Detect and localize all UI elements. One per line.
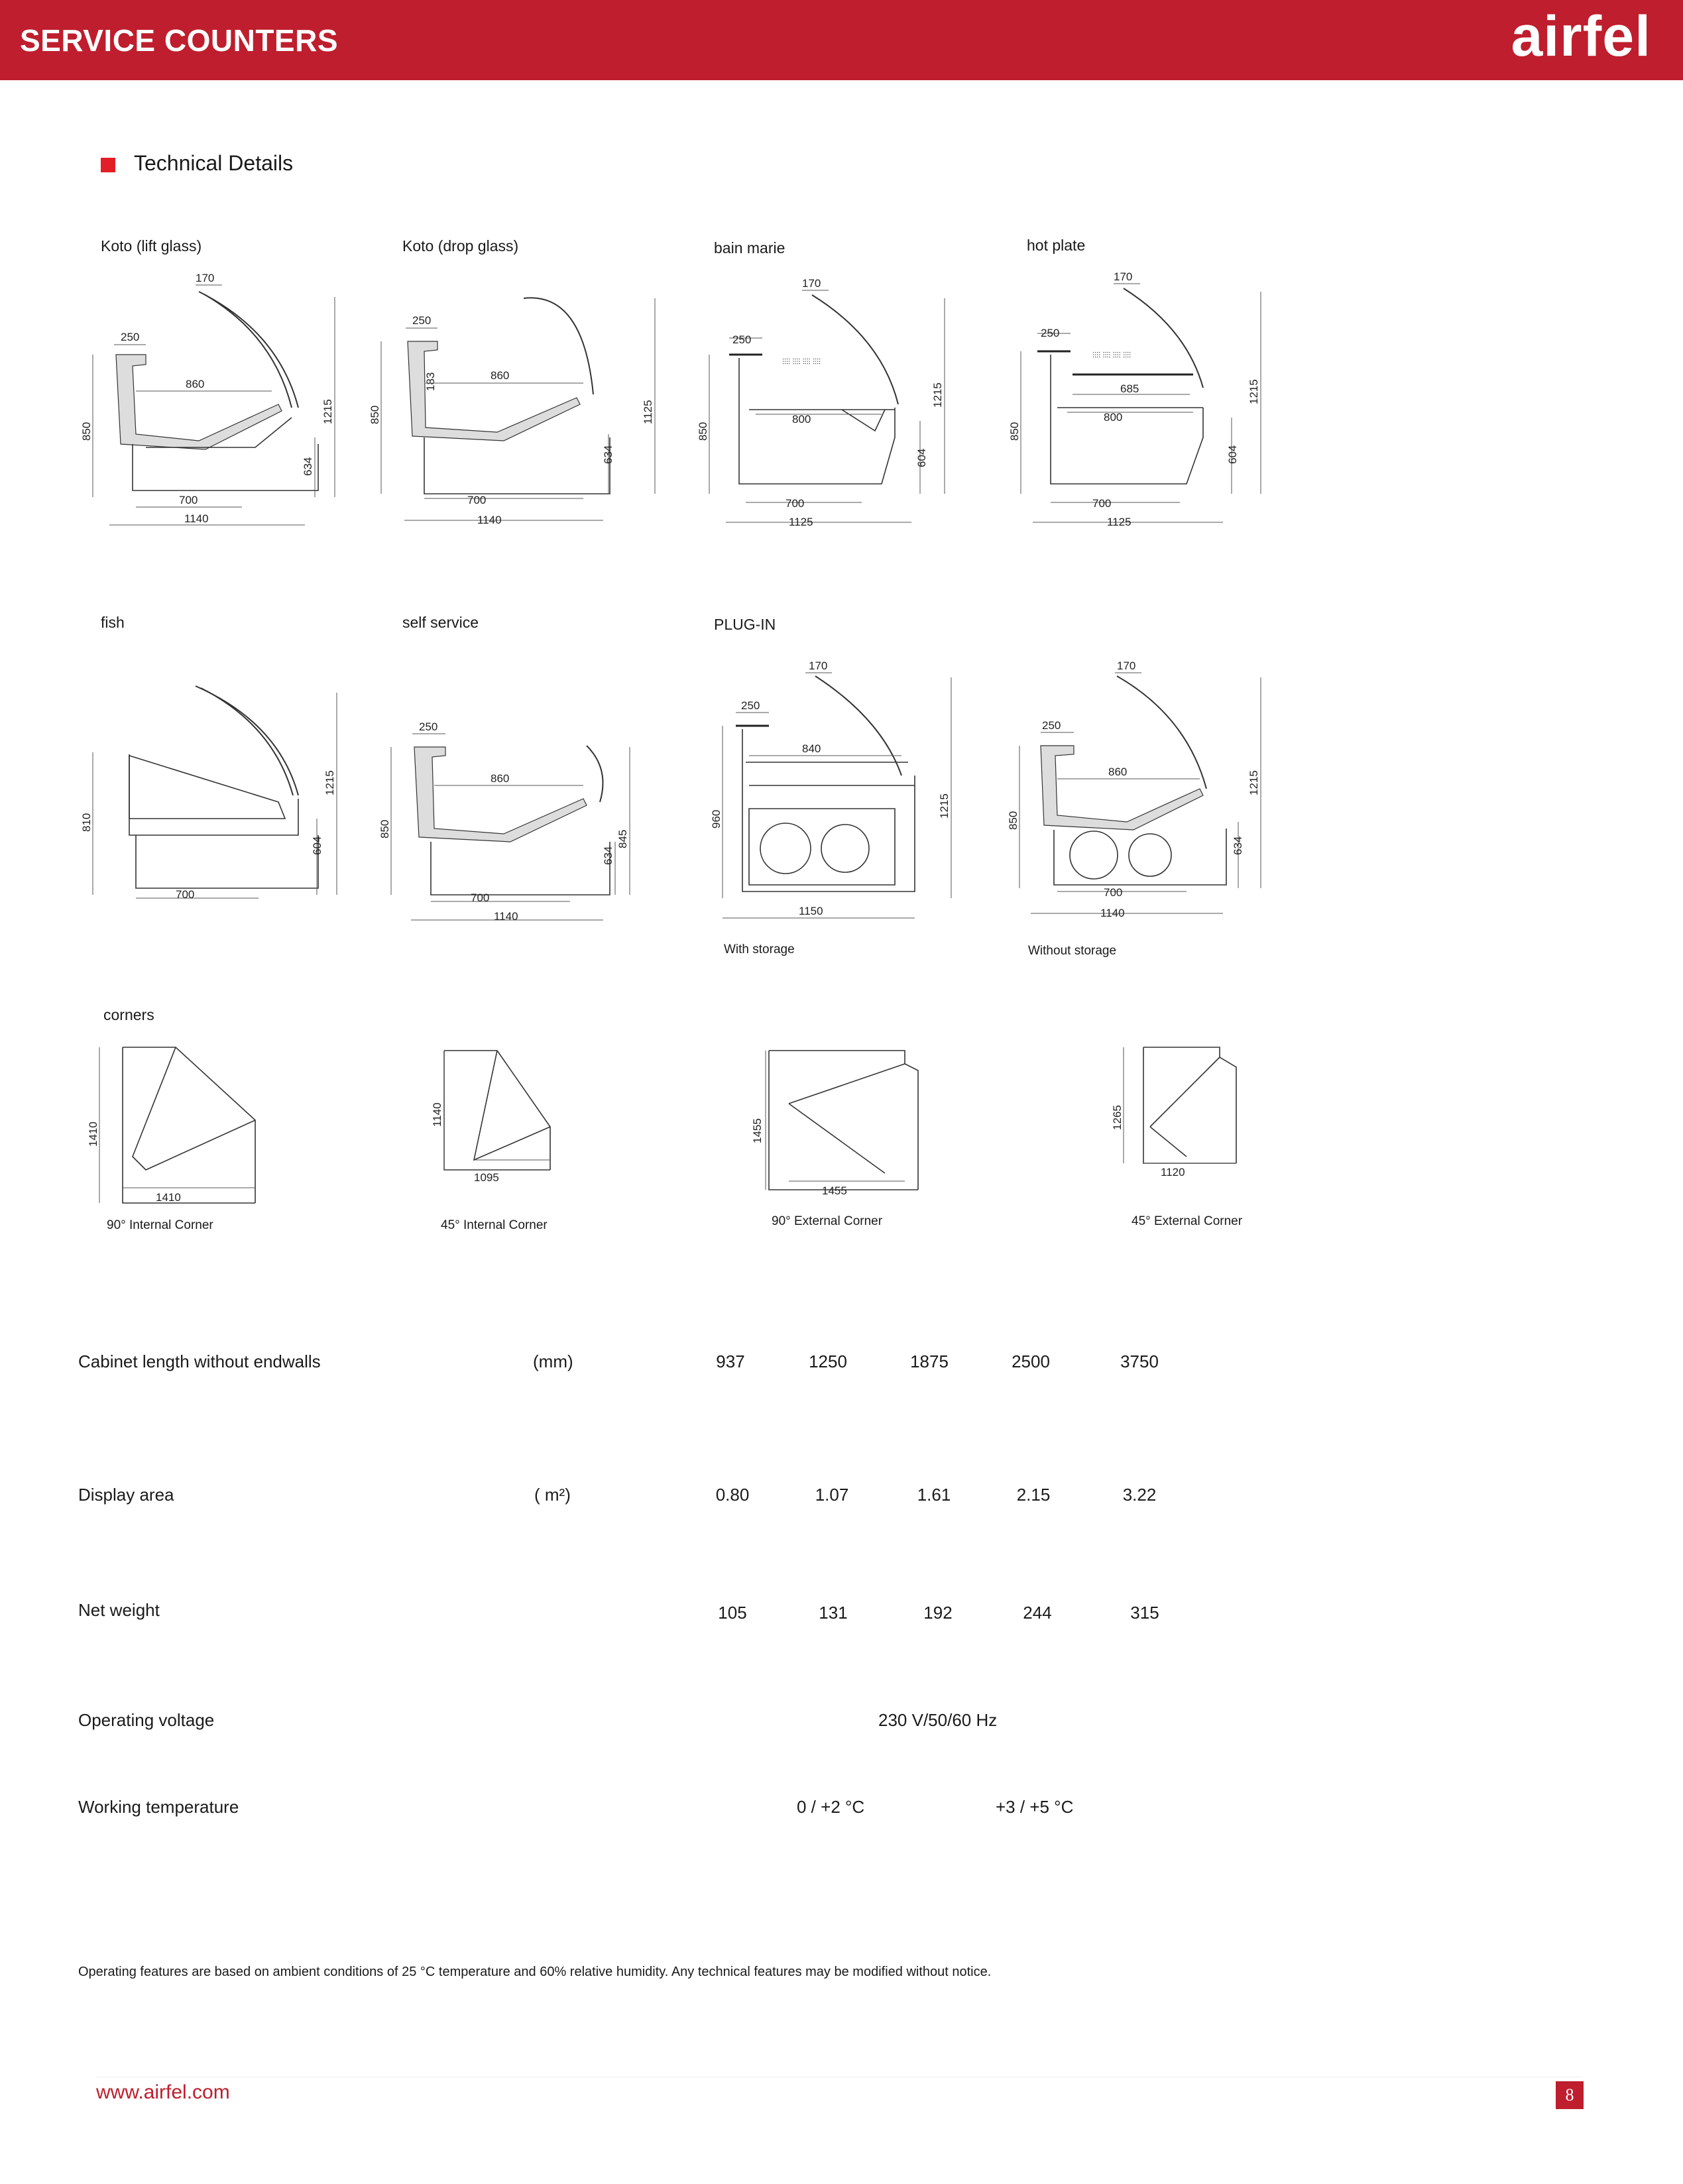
dim-label: 1140	[431, 1102, 443, 1127]
dim-label: 604	[915, 448, 928, 467]
caption-corner-45-internal: 45° Internal Corner	[441, 1218, 548, 1232]
dim-label: 1095	[474, 1171, 499, 1184]
dim-label: 1215	[931, 382, 944, 408]
dim-label: 170	[809, 660, 828, 672]
spec-value: 0.80	[715, 1485, 750, 1505]
spec-label-area: Display area	[78, 1485, 174, 1505]
dim-label: 850	[697, 422, 709, 441]
spec-value: 131	[819, 1603, 848, 1623]
bullet-square-icon	[101, 158, 115, 172]
dim-label: 700	[467, 494, 487, 506]
dim-label: 1120	[1161, 1166, 1185, 1178]
spec-value-voltage: 230 V/50/60 Hz	[878, 1710, 998, 1730]
dim-label: 1215	[938, 793, 951, 819]
dim-label: 800	[1104, 411, 1123, 424]
dim-label: 634	[1232, 836, 1244, 855]
dim-label: 700	[176, 888, 195, 901]
dim-label: 860	[186, 378, 205, 390]
spec-value-temperature: 0 / +2 °C	[797, 1797, 865, 1817]
caption-corner-45-external: 45° External Corner	[1132, 1214, 1243, 1228]
spec-label-temperature: Working temperature	[78, 1797, 239, 1817]
footnote: Operating features are based on ambient conditions of 25 °C temperature and 60% relative humidity. Any technical features may be modified without notice.	[78, 1965, 992, 1979]
dim-label: 634	[602, 445, 614, 464]
dim-label: 800	[792, 413, 811, 426]
dim-label: 860	[491, 772, 510, 785]
airfel-logo: airfel	[1511, 5, 1651, 68]
dim-label: 1215	[321, 399, 334, 424]
dim-label: 170	[802, 277, 821, 290]
diagram-title-fish: fish	[101, 614, 125, 631]
caption-corner-90-internal: 90° Internal Corner	[107, 1218, 213, 1232]
spec-value: 3.22	[1122, 1485, 1157, 1505]
spec-value: 1.61	[917, 1485, 951, 1505]
dim-label: 250	[121, 331, 140, 343]
dim-label: 1140	[184, 512, 209, 525]
dim-label: 170	[1114, 270, 1133, 283]
dim-label: 850	[1008, 422, 1021, 441]
spec-value: 315	[1130, 1603, 1159, 1623]
dim-label: 1215	[1248, 379, 1260, 404]
corner-90-external	[742, 1041, 928, 1206]
spec-value: 244	[1023, 1603, 1052, 1623]
dim-label: 700	[1104, 886, 1123, 899]
dim-label: 960	[710, 809, 723, 829]
diagram-fish	[80, 669, 358, 915]
diagram-title-koto-lift: Koto (lift glass)	[101, 237, 202, 255]
dim-label: 700	[1092, 497, 1112, 510]
dim-label: 1150	[799, 905, 823, 917]
spec-value: 1250	[809, 1351, 847, 1371]
diagram-koto-lift	[80, 265, 358, 537]
dim-label: 250	[419, 720, 438, 733]
dim-label: 700	[785, 497, 805, 510]
corner-45-internal	[424, 1041, 570, 1206]
dim-label: 850	[1007, 811, 1019, 830]
dim-label: 1140	[1100, 907, 1125, 919]
page-header	[0, 0, 1683, 80]
corners-title: corners	[103, 1006, 154, 1023]
spec-value: 2500	[1012, 1351, 1050, 1371]
dim-label: 604	[1226, 445, 1239, 464]
dim-label: 1215	[323, 770, 336, 795]
dim-label: 1125	[789, 516, 813, 528]
heat-marks: ⫶⫶⫶⫶ ⫶⫶⫶⫶ ⫶⫶⫶⫶ ⫶⫶⫶⫶	[1092, 351, 1132, 360]
dim-label: 1410	[87, 1121, 99, 1147]
spec-label-length: Cabinet length without endwalls	[78, 1351, 321, 1371]
dim-label: 850	[378, 819, 391, 838]
dim-label: 840	[802, 742, 821, 755]
dim-label: 250	[741, 699, 760, 712]
spec-unit-length: (mm)	[533, 1351, 573, 1371]
diagram-self-service	[371, 709, 663, 928]
corner-45-external	[1104, 1041, 1249, 1193]
diagram-koto-drop	[365, 265, 663, 537]
dim-label: 850	[369, 405, 381, 424]
dim-label: 1215	[1248, 770, 1260, 795]
diagram-title-hot-plate: hot plate	[1027, 237, 1086, 254]
dim-label: 810	[80, 813, 93, 832]
dim-label: 250	[732, 333, 752, 346]
dim-label: 1410	[156, 1191, 181, 1204]
spec-unit-area: ( m²)	[534, 1485, 571, 1505]
spec-value: 1.07	[815, 1485, 849, 1505]
dim-label: 1455	[751, 1118, 764, 1143]
diagram-title-plug-in: PLUG-IN	[714, 616, 776, 633]
diagram-bain-marie	[683, 265, 968, 537]
spec-label-voltage: Operating voltage	[78, 1710, 215, 1730]
dim-label: 700	[471, 891, 490, 904]
dim-label: 250	[412, 314, 432, 327]
diagram-title-bain-marie: bain marie	[714, 239, 785, 257]
corner-90-internal	[80, 1041, 265, 1220]
dim-label: 604	[311, 836, 323, 855]
diagram-title-koto-drop: Koto (drop glass)	[402, 237, 519, 255]
dim-label: 1140	[477, 514, 502, 526]
dim-label: 860	[491, 369, 510, 382]
dim-label: 685	[1120, 382, 1139, 395]
dim-label: 250	[1041, 327, 1060, 339]
dim-label: 1140	[494, 910, 518, 923]
caption-with-storage: With storage	[724, 943, 795, 956]
dim-label: 860	[1108, 766, 1128, 778]
spec-value: 2.15	[1016, 1485, 1051, 1505]
spec-value: 1875	[910, 1351, 949, 1371]
dim-label: 850	[80, 422, 93, 441]
page-title: SERVICE COUNTERS	[20, 23, 339, 58]
dim-label: 183	[424, 372, 437, 391]
dim-label: 250	[1042, 719, 1061, 732]
spec-value: 937	[716, 1351, 745, 1371]
dim-label: 1125	[642, 400, 654, 424]
spec-value: 192	[923, 1603, 953, 1623]
caption-corner-90-external: 90° External Corner	[772, 1214, 883, 1228]
dim-label: 170	[1117, 660, 1136, 672]
diagram-plug-in-with-storage	[683, 656, 968, 921]
dim-label: 1125	[1107, 516, 1132, 528]
dim-label: 700	[179, 494, 198, 506]
diagram-plug-in-without-storage	[1001, 656, 1286, 921]
dim-label: 170	[196, 272, 215, 284]
section-title: Technical Details	[134, 151, 294, 175]
diagram-title-self-service: self service	[402, 614, 479, 631]
dim-label: 634	[602, 846, 614, 865]
heat-marks: ⫶⫶⫶⫶ ⫶⫶⫶⫶ ⫶⫶⫶⫶ ⫶⫶⫶⫶	[782, 357, 821, 367]
spec-value: 105	[718, 1603, 747, 1623]
spec-value: 3750	[1120, 1351, 1159, 1371]
spec-value-temperature: +3 / +5 °C	[996, 1797, 1074, 1817]
dim-label: 1455	[822, 1184, 847, 1197]
diagram-hot-plate	[994, 265, 1279, 537]
dim-label: 634	[302, 457, 314, 476]
website-link[interactable]: www.airfel.com	[96, 2081, 230, 2103]
page-number: 8	[1556, 2081, 1584, 2109]
caption-without-storage: Without storage	[1028, 944, 1117, 958]
dim-label: 1265	[1111, 1105, 1124, 1130]
dim-label: 845	[616, 829, 629, 848]
spec-label-weight: Net weight	[78, 1600, 160, 1620]
